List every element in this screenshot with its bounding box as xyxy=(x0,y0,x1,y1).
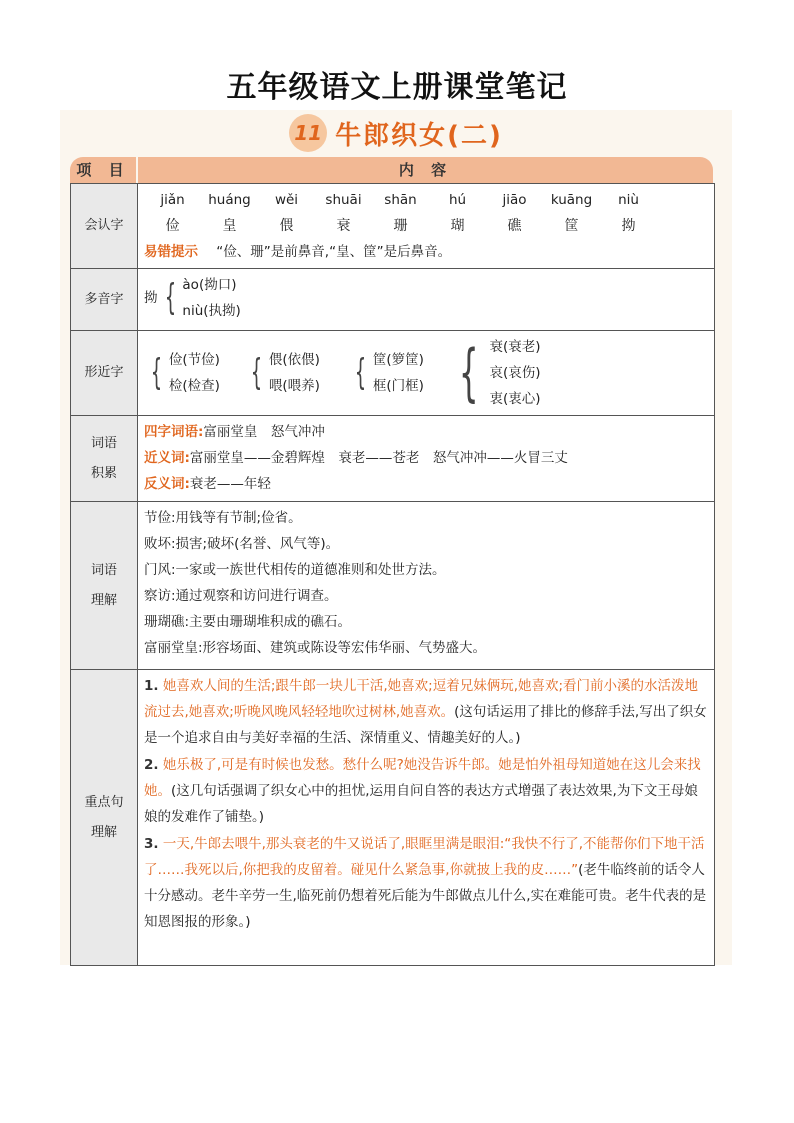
similar-char: 俭(节俭) xyxy=(168,352,220,368)
label-line: 词语 xyxy=(90,435,117,451)
char: 皇 xyxy=(222,218,237,234)
group-list xyxy=(169,347,220,399)
pinyin: jiāo xyxy=(502,192,527,208)
content-huirenzi xyxy=(138,184,715,269)
item-tag: 反义词: xyxy=(144,476,190,492)
char: 衰 xyxy=(336,218,351,234)
label-line: 积累 xyxy=(90,465,117,481)
similar-char: 喂(喂养) xyxy=(268,378,320,394)
sentence-number: 3. xyxy=(144,836,159,852)
definition-item: 察访:通过观察和访问进行调查。 xyxy=(144,588,338,604)
label-ciyu-jilei xyxy=(71,416,138,502)
page-title: 五年级语文上册课堂笔记 xyxy=(226,70,568,105)
similar-char: 衷(衷心) xyxy=(489,391,541,407)
char: 偎 xyxy=(279,218,294,234)
content-xingjinzi xyxy=(138,331,715,416)
pinyin: hú xyxy=(448,192,467,208)
lesson-number-badge: 11 xyxy=(289,114,327,152)
group-list xyxy=(269,347,320,399)
brace-icon: { xyxy=(250,352,263,393)
sentence-note: (老牛临终前的话令人十分感动。老牛辛劳一生,临死前仍想着死后能为牛郎做点儿什么,实在难能可贵。老牛代表的是知恩图报的形象。) xyxy=(144,862,707,930)
item-text: 富丽堂皇——金碧辉煌 衰老——苍老 怒气冲冲——火冒三丈 xyxy=(189,450,568,466)
brace-icon: { xyxy=(458,336,479,409)
xingjin-group xyxy=(244,347,348,399)
sentence-note: (这句话运用了排比的修辞手法,写出了织女是一个追求自由与美好幸福的生活、深情重义、情趣美好的人。) xyxy=(144,704,707,746)
notes-table xyxy=(70,183,715,966)
group-list xyxy=(489,334,540,412)
label-line: 理解 xyxy=(90,592,117,608)
content-zhongdianju xyxy=(138,670,715,966)
brace-icon: { xyxy=(150,352,163,393)
pinyin: shuāi xyxy=(325,192,362,208)
accumulation-item xyxy=(144,471,708,497)
sentence-number: 2. xyxy=(144,757,159,773)
xingjin-group xyxy=(348,347,448,399)
label-line: 理解 xyxy=(90,824,117,840)
content-duoyinzi xyxy=(138,269,715,331)
row-xingjinzi xyxy=(71,331,715,416)
group-list xyxy=(373,347,424,399)
brace-icon: { xyxy=(164,277,176,318)
char: 瑚 xyxy=(450,218,465,234)
key-sentence xyxy=(144,673,708,751)
content-ciyu-lijie xyxy=(138,502,715,670)
accumulation-item xyxy=(144,419,708,445)
label-zhongdianju xyxy=(71,670,138,966)
label-huirenzi: 会认字 xyxy=(71,184,138,269)
item-tag: 四字词语: xyxy=(144,424,204,440)
pinyin: jiǎn xyxy=(160,192,185,208)
reading: ào(拗口) xyxy=(182,277,237,293)
similar-char: 偎(依偎) xyxy=(268,352,320,368)
definition-item: 败坏:损害;破坏(名誉、风气等)。 xyxy=(144,536,340,552)
label-line: 重点句 xyxy=(84,794,124,810)
row-ciyu-jilei xyxy=(71,416,715,502)
label-line: 词语 xyxy=(90,562,117,578)
header-content: 内 容 xyxy=(138,157,713,183)
definition-item: 珊瑚礁:主要由珊瑚堆积成的礁石。 xyxy=(144,614,352,630)
row-huirenzi xyxy=(71,184,715,269)
definition-item: 门风:一家或一族世代相传的道德准则和处世方法。 xyxy=(144,562,446,578)
pinyin: huáng xyxy=(208,192,251,208)
header-project: 项 目 xyxy=(70,157,136,183)
sentence-quote: 她乐极了,可是有时候也发愁。愁什么呢?她没告诉牛郎。她是怕外祖母知道她在这儿会来找她。 xyxy=(144,757,701,799)
char: 俭 xyxy=(165,218,180,234)
item-tag: 近义词: xyxy=(144,450,190,466)
pinyin: wěi xyxy=(274,192,299,208)
tip-text: “俭、珊”是前鼻音,“皇、筐”是后鼻音。 xyxy=(216,244,452,260)
pinyin: kuāng xyxy=(550,192,593,208)
similar-char: 筐(箩筐) xyxy=(372,352,424,368)
similar-char: 框(门框) xyxy=(372,378,424,394)
label-duoyinzi: 多音字 xyxy=(71,269,138,331)
definition-item: 富丽堂皇:形容场面、建筑或陈设等宏伟华丽、气势盛大。 xyxy=(144,640,487,656)
char: 筐 xyxy=(564,218,579,234)
item-text: 富丽堂皇 怒气冲冲 xyxy=(203,424,325,440)
pinyin-row xyxy=(144,187,708,213)
label-xingjinzi: 形近字 xyxy=(71,331,138,416)
accumulation-item xyxy=(144,445,708,471)
key-sentence xyxy=(144,831,708,935)
char: 拗 xyxy=(621,218,636,234)
definition-item: 节俭:用钱等有节制;俭省。 xyxy=(144,510,302,526)
sentence-note: (这几句话强调了织女心中的担忧,运用自问自答的表达方式增强了表达效果,为下文王母娘娘的发难作了铺垫。) xyxy=(144,783,698,825)
row-ciyu-lijie xyxy=(71,502,715,670)
label-ciyu-lijie xyxy=(71,502,138,670)
brace-icon: { xyxy=(354,352,367,393)
tip-line xyxy=(144,239,708,265)
similar-char: 检(检查) xyxy=(168,378,220,394)
notes-sheet xyxy=(60,110,732,965)
sentence-quote: 一天,牛郎去喂牛,那头衰老的牛又说话了,眼眶里满是眼泪:“我快不行了,不能帮你们下地干活了……我死以后,你把我的皮留着。碰见什么紧急事,你就披上我的皮……” xyxy=(144,836,705,878)
sentence-quote: 她喜欢人间的生活;跟牛郎一块儿干活,她喜欢;逗着兄妹俩玩,她喜欢;看门前小溪的水活泼地流过去,她喜欢;听晚风晚风轻轻地吹过树林,她喜欢。 xyxy=(144,678,699,720)
char-row xyxy=(144,213,708,239)
key-sentence xyxy=(144,752,708,830)
content-ciyu-jilei xyxy=(138,416,715,502)
polyphone-char: 拗 xyxy=(144,290,158,306)
lesson-heading xyxy=(60,114,732,152)
similar-char: 衰(衰老) xyxy=(489,339,541,355)
readings-list xyxy=(182,272,240,324)
duoyinzi-group xyxy=(144,272,708,324)
row-zhongdianju xyxy=(71,670,715,966)
row-duoyinzi xyxy=(71,269,715,331)
pinyin: niù xyxy=(618,192,639,208)
pinyin: shān xyxy=(384,192,417,208)
char: 礁 xyxy=(507,218,522,234)
char: 珊 xyxy=(393,218,408,234)
sentence-number: 1. xyxy=(144,678,159,694)
reading: niù(执拗) xyxy=(182,303,241,319)
xingjin-group xyxy=(448,334,541,412)
lesson-title: 牛郎织女(二) xyxy=(335,120,503,151)
tip-label: 易错提示 xyxy=(144,244,198,260)
xingjin-group xyxy=(144,347,244,399)
similar-char: 哀(哀伤) xyxy=(489,365,541,381)
item-text: 衰老——年轻 xyxy=(189,476,271,492)
